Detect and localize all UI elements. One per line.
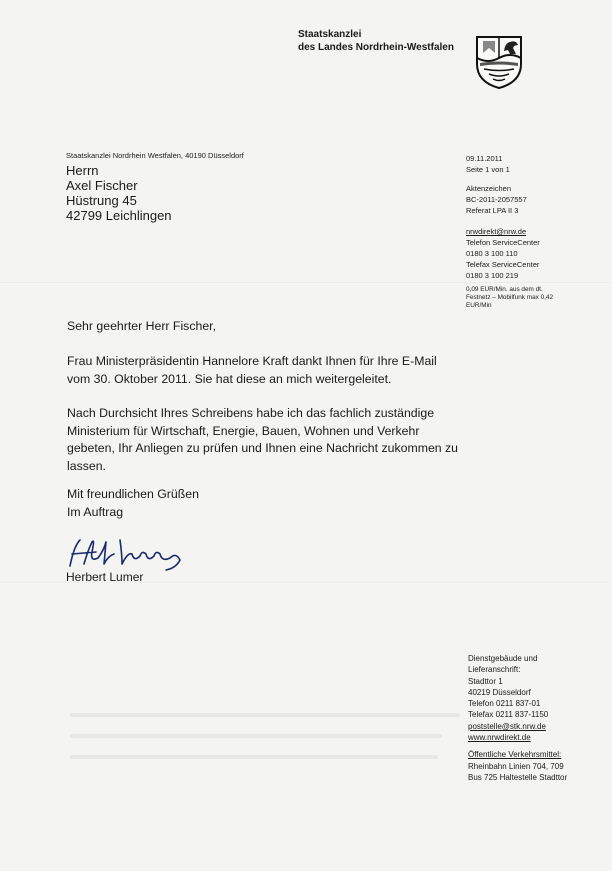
paragraph-line: lassen.	[67, 458, 106, 473]
footer-email-link[interactable]: poststelle@stk.nrw.de	[468, 721, 546, 731]
footer-building-label: Lieferanschrift:	[468, 665, 521, 675]
sender-line: Staatskanzlei Nordrhein Westfalen, 40190 Düsseldorf	[66, 151, 244, 160]
footer-telefax: Telefax 0211 837-1150	[468, 710, 549, 720]
footer-transit-label: Öffentliche Verkehrsmittel:	[468, 750, 562, 760]
footer-info	[468, 653, 567, 783]
call-cost-note: Festnetz – Mobilfunk max 0,42	[466, 294, 554, 301]
fax-number: 0180 3 100 219	[466, 271, 519, 280]
call-cost-note: 0,09 EUR/Min. aus dem dt.	[466, 286, 543, 293]
signer-name: Herbert Lumer	[66, 570, 144, 584]
paragraph-line: Ministerium für Wirtschaft, Energie, Bauen, Wohnen und Verkehr	[67, 423, 420, 438]
handwritten-signature	[62, 536, 190, 574]
footer-transit-line: Rheinbahn Linien 704, 709	[468, 761, 564, 771]
footer-street: Stadttor 1	[468, 676, 503, 686]
paragraph-line: Nach Durchsicht Ihres Schreibens habe ich das fachlich zuständige	[67, 406, 435, 420]
salutation: Sehr geehrter Herr Fischer,	[67, 319, 216, 333]
referat: Referat LPA II 3	[466, 206, 519, 215]
recipient-line: 42799 Leichlingen	[66, 208, 172, 223]
email-link[interactable]: nrwdirekt@nrw.de	[466, 227, 527, 236]
page-count: Seite 1 von 1	[466, 165, 510, 174]
crest-icon	[474, 34, 524, 90]
letterhead-line: Staatskanzlei	[298, 29, 362, 40]
paragraph-line: gebeten, Ihr Anliegen zu prüfen und Ihnen eine Nachricht zukommen zu	[67, 441, 459, 455]
footer-city: 40219 Düsseldorf	[468, 687, 531, 697]
paragraph-1	[67, 353, 437, 388]
footer-building-label: Dienstgebäude und	[468, 654, 538, 663]
reference-label: Aktenzeichen	[466, 184, 512, 193]
phone-label: Telefon ServiceCenter	[466, 238, 540, 247]
paragraph-line: Frau Ministerpräsidentin Hannelore Kraft dankt Ihnen für Ihre E-Mail	[67, 354, 437, 368]
footer-transit-line: Bus 725 Haltestelle Stadttor	[468, 772, 568, 782]
recipient-line: Axel Fischer	[66, 178, 138, 193]
fax-label: Telefax ServiceCenter	[466, 260, 540, 269]
recipient-address	[66, 163, 172, 223]
paragraph-line: vom 30. Oktober 2011. Sie hat diese an mich weitergeleitet.	[67, 371, 392, 386]
phone-number: 0180 3 100 110	[466, 249, 518, 258]
bleed-through-text	[70, 755, 438, 759]
letterhead	[298, 28, 454, 54]
footer-telefon: Telefon 0211 837-01	[468, 699, 541, 709]
closing	[67, 486, 199, 521]
letterhead-line: des Landes Nordrhein-Westfalen	[298, 42, 454, 53]
letter-date: 09.11.2011	[466, 154, 503, 163]
closing-line: Im Auftrag	[67, 504, 124, 519]
bleed-through-text	[70, 713, 460, 717]
reference-number: BC-2011-2057557	[466, 195, 527, 204]
recipient-line: Herrn	[66, 163, 99, 178]
footer-web-link[interactable]: www.nrwdirekt.de	[468, 733, 531, 743]
recipient-line: Hüstrung 45	[66, 193, 137, 208]
bleed-through-text	[70, 734, 442, 738]
call-cost-note: EUR/Min	[466, 302, 492, 309]
info-column	[466, 153, 553, 310]
closing-line: Mit freundlichen Grüßen	[67, 487, 199, 501]
paragraph-2	[67, 405, 458, 475]
